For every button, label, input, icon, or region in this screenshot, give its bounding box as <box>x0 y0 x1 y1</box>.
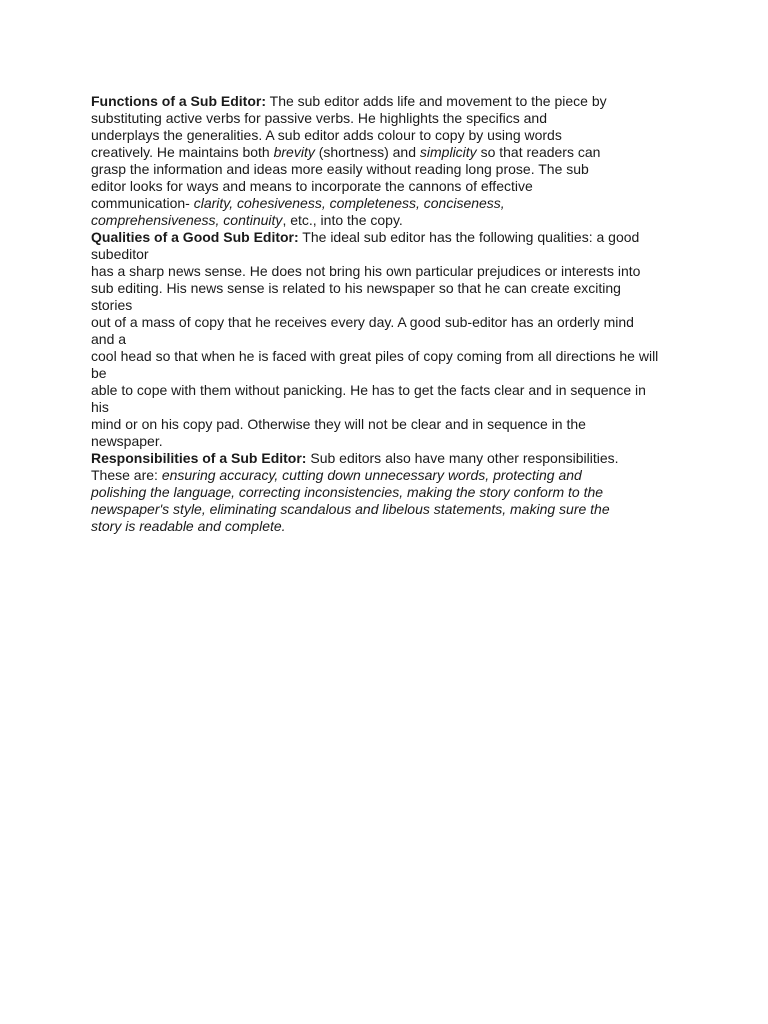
text-line <box>91 144 691 161</box>
italic-run: ensuring accuracy, cutting down unnecessary words, protecting and <box>161 467 582 483</box>
text-line: underplays the generalities. A sub editor adds colour to copy by using words <box>91 127 562 143</box>
text-run: , etc., into the copy. <box>282 212 403 228</box>
italic-run: brevity <box>273 144 315 160</box>
document-page <box>91 93 691 535</box>
text-line: has a sharp news sense. He does not bring his own particular prejudices or interests into <box>91 263 641 279</box>
text-line: mind or on his copy pad. Otherwise they will not be clear and in sequence in the <box>91 416 586 432</box>
text-run: The ideal sub editor has the following qualities: a good <box>298 229 640 245</box>
text-line <box>91 467 691 484</box>
text-run: (shortness) and <box>314 144 420 160</box>
qualities-paragraph <box>91 229 691 450</box>
text-run: so that readers can <box>476 144 601 160</box>
responsibilities-paragraph <box>91 450 691 535</box>
functions-heading: Functions of a Sub Editor: <box>91 93 266 109</box>
text-line: substituting active verbs for passive verbs. He highlights the specifics and <box>91 110 548 126</box>
qualities-heading: Qualities of a Good Sub Editor: <box>91 229 299 245</box>
text-line <box>91 93 691 110</box>
italic-run: simplicity <box>419 144 477 160</box>
functions-paragraph <box>91 93 691 229</box>
italic-run: clarity, cohesiveness, completeness, conciseness, <box>193 195 505 211</box>
text-line <box>91 195 691 212</box>
text-line: out of a mass of copy that he receives every day. A good sub-editor has an orderly mind <box>91 314 634 330</box>
text-line <box>91 229 691 246</box>
text-line: his <box>91 399 109 415</box>
text-line <box>91 450 691 467</box>
text-line: and a <box>91 331 127 347</box>
text-line: sub editing. His news sense is related to his newspaper so that he can create exciting <box>91 280 621 296</box>
text-run: creatively. He maintains both <box>91 144 274 160</box>
text-run: These are: <box>91 467 162 483</box>
text-line: editor looks for ways and means to incorporate the cannons of effective <box>91 178 533 194</box>
text-line: be <box>91 365 107 381</box>
text-line: stories <box>91 297 133 313</box>
text-line: able to cope with them without panicking. He has to get the facts clear and in sequence in <box>91 382 646 398</box>
text-line: polishing the language, correcting inconsistencies, making the story conform to the <box>91 484 604 500</box>
text-line: story is readable and complete. <box>91 518 286 534</box>
text-line <box>91 212 691 229</box>
text-run: The sub editor adds life and movement to the piece by <box>266 93 607 109</box>
responsibilities-heading: Responsibilities of a Sub Editor: <box>91 450 307 466</box>
text-line: newspaper's style, eliminating scandalous and libelous statements, making sure the <box>91 501 610 517</box>
text-run: Sub editors also have many other responsibilities. <box>306 450 619 466</box>
text-run: communication- <box>91 195 194 211</box>
text-line: newspaper. <box>91 433 163 449</box>
text-line: subeditor <box>91 246 149 262</box>
text-line: grasp the information and ideas more easily without reading long prose. The sub <box>91 161 589 177</box>
text-line: cool head so that when he is faced with great piles of copy coming from all directions he will <box>91 348 659 364</box>
italic-run: comprehensiveness, continuity <box>91 212 283 228</box>
